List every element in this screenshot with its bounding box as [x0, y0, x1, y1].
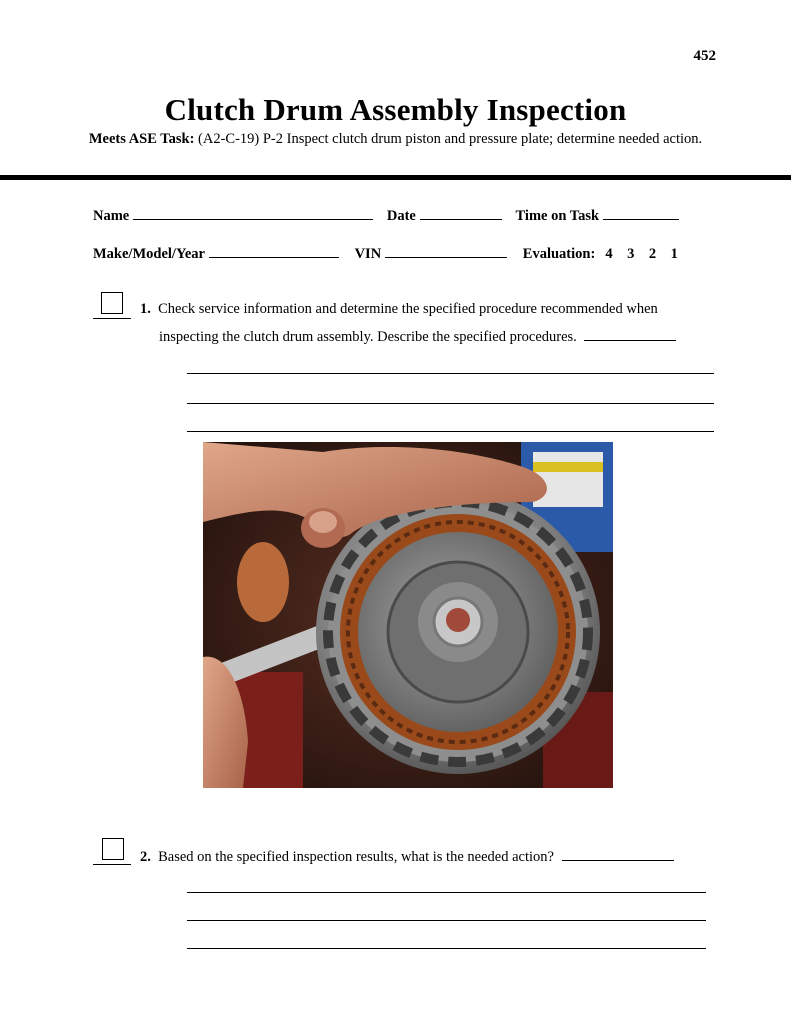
page-number: 452	[693, 48, 716, 64]
step-1-answer-line-2[interactable]	[187, 403, 714, 404]
step-1-answer-line-3[interactable]	[187, 431, 714, 432]
page-title: Clutch Drum Assembly Inspection	[164, 92, 627, 127]
date-field[interactable]	[420, 205, 502, 220]
step-1-answer-line-1[interactable]	[187, 373, 714, 374]
step-2-number: 2.	[140, 849, 151, 865]
make-model-year-field[interactable]	[209, 243, 339, 258]
ase-task	[60, 130, 731, 149]
time-on-task-label: Time on Task	[515, 208, 600, 224]
ase-task-prefix: Meets ASE Task:	[88, 131, 195, 147]
step-2-check-line	[93, 864, 131, 865]
step-1-inline-blank[interactable]	[584, 326, 676, 341]
step-1-text-line1: Check service information and determine the specified procedure recommended when	[158, 301, 658, 317]
step-1-check-line	[93, 318, 131, 319]
evaluation-scale[interactable]: 4 3 2 1	[605, 246, 678, 262]
step-2-answer-line-1[interactable]	[187, 892, 706, 893]
name-label: Name	[93, 208, 130, 224]
step-2	[140, 843, 740, 871]
step-2-answer-line-3[interactable]	[187, 948, 706, 949]
step-1-number: 1.	[140, 301, 151, 317]
make-model-year-label: Make/Model/Year	[93, 246, 205, 262]
step-1-text-line2: inspecting the clutch drum assembly. Describe the specified procedures.	[159, 329, 577, 345]
step-2-checkbox[interactable]	[102, 838, 124, 860]
info-row-2	[93, 243, 678, 263]
name-field[interactable]	[133, 205, 373, 220]
info-row-1	[93, 205, 685, 225]
clutch-drum-photo-icon	[203, 442, 613, 788]
step-1	[140, 295, 740, 351]
step-1-checkbox[interactable]	[101, 292, 123, 314]
clutch-drum-photo	[203, 442, 613, 788]
vin-field[interactable]	[385, 243, 507, 258]
date-label: Date	[386, 208, 416, 224]
vin-label: VIN	[354, 246, 382, 262]
step-2-inline-blank[interactable]	[562, 846, 674, 861]
step-2-text-line1: Based on the specified inspection results, what is the needed action?	[158, 849, 554, 865]
ase-task-text: (A2-C-19) P-2 Inspect clutch drum piston and pressure plate; determine needed action.	[198, 131, 703, 147]
step-2-answer-line-2[interactable]	[187, 920, 706, 921]
time-on-task-field[interactable]	[603, 205, 679, 220]
header-divider	[0, 175, 791, 180]
evaluation-label: Evaluation:	[522, 246, 596, 262]
